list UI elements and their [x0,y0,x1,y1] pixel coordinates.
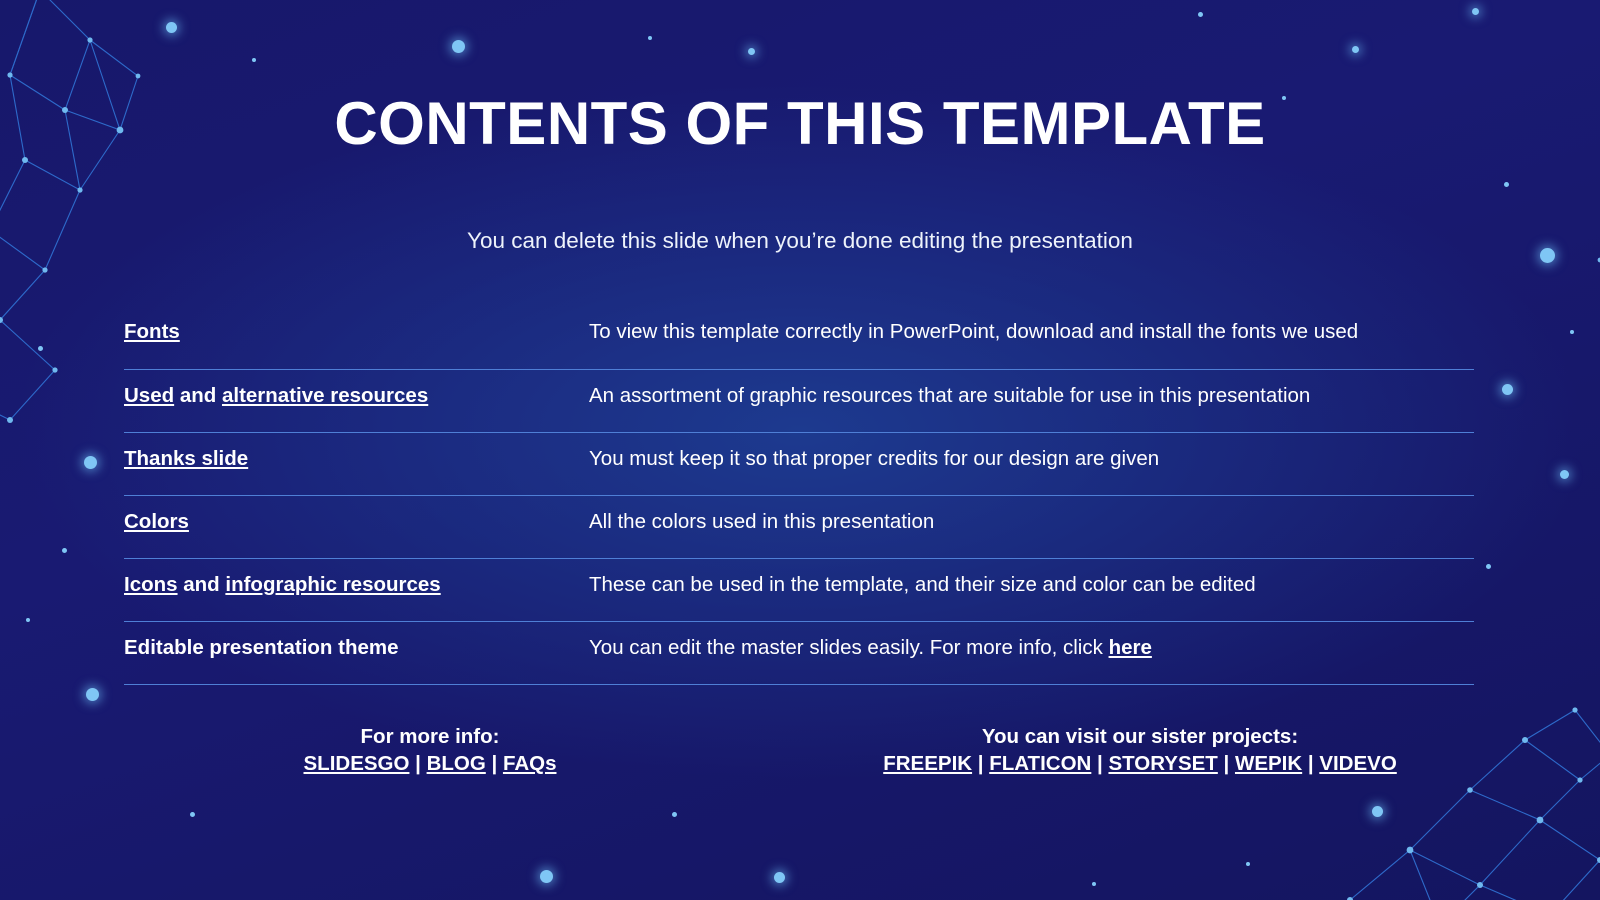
contents-link[interactable]: infographic resources [225,572,441,596]
footer-link-separator: | [972,752,990,775]
contents-description-text: To view this template correctly in PowerPoint, download and install the fonts we used [589,320,1359,344]
footer-sister-projects [760,725,1520,776]
page-subtitle: You can delete this slide when you’re done editing the presentation [467,228,1133,253]
table-row [124,621,1474,684]
contents-row-description [589,369,1474,432]
contents-link[interactable]: alternative resources [221,383,429,407]
footer-link-faqs[interactable]: FAQs [502,752,557,775]
contents-row-label [124,558,589,621]
contents-description-text: These can be used in the template, and their size and color can be edited [589,572,1256,596]
footer-link-separator: | [1302,752,1320,775]
table-row [124,369,1474,432]
footer-link-videvo[interactable]: VIDEVO [1319,752,1397,775]
contents-table-body [124,306,1474,684]
contents-table [124,306,1474,685]
contents-row-label [124,621,589,684]
footer-link-blog[interactable]: BLOG [426,752,486,775]
table-row [124,495,1474,558]
contents-row-description [589,432,1474,495]
footer-sister-projects-links [760,752,1520,776]
footer-link-separator: | [485,752,503,775]
contents-label-text: and [177,572,226,596]
contents-row-label [124,432,589,495]
contents-description-text: All the colors used in this presentation [589,509,935,533]
contents-row-description [589,558,1474,621]
contents-row-label [124,369,589,432]
footer-link-storyset[interactable]: STORYSET [1108,752,1218,775]
contents-label-text: Editable presentation theme [124,635,399,659]
contents-link[interactable]: Colors [124,509,189,533]
table-row [124,432,1474,495]
contents-row-description [589,621,1474,684]
contents-row-description [589,306,1474,369]
footer-more-info-links [240,752,620,776]
footer-more-info [240,725,620,776]
footer-more-info-heading: For more info: [360,725,500,748]
table-row [124,306,1474,369]
footer-link-separator: | [409,752,427,775]
contents-description-text: An assortment of graphic resources that are suitable for use in this presentation [589,383,1311,407]
contents-row-label [124,306,589,369]
footer-link-wepik[interactable]: WEPIK [1234,752,1303,775]
contents-link[interactable]: Thanks slide [124,446,249,470]
contents-row-description [589,495,1474,558]
page-title: CONTENTS OF THIS TEMPLATE [334,90,1266,157]
contents-description-text: You must keep it so that proper credits for our design are given [589,446,1160,470]
table-row [124,558,1474,621]
contents-link[interactable]: Icons [124,572,178,596]
contents-link[interactable]: Used [124,383,175,407]
footer-link-freepik[interactable]: FREEPIK [883,752,973,775]
contents-label-text: and [174,383,222,407]
contents-inline-link[interactable]: here [1108,635,1152,659]
footer-link-separator: | [1091,752,1109,775]
contents-link[interactable]: Fonts [124,320,180,344]
footer-link-slidesgo[interactable]: SLIDESGO [303,752,410,775]
footer-link-flaticon[interactable]: FLATICON [989,752,1092,775]
contents-row-label [124,495,589,558]
footer-link-separator: | [1217,752,1235,775]
contents-description-text: You can edit the master slides easily. For more info, click [589,635,1109,659]
footer-sister-projects-heading: You can visit our sister projects: [981,725,1299,748]
